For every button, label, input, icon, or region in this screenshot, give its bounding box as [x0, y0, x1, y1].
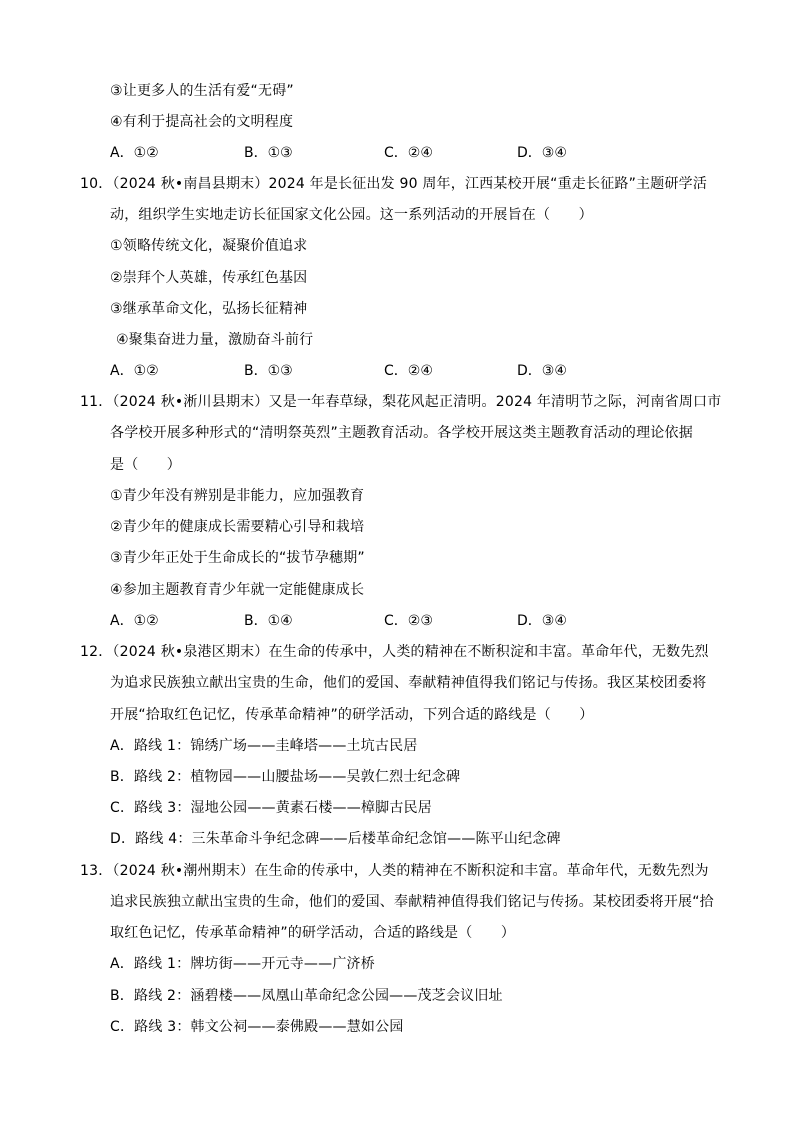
q10-option-d: D．③④: [517, 363, 567, 379]
q11-option-c: C．②③: [384, 613, 433, 629]
q12-stem-line-1: 12．（2024 秋•泉港区期末）在生命的传承中，人类的精神在不断积淀和丰富。革命年代，无数先烈: [80, 644, 709, 660]
q12-stem-line-2: 为追求民族独立献出宝贵的生命，他们的爱国、奉献精神值得我们铭记与传扬。我区某校团委将: [110, 675, 707, 691]
q12-option-d: D．路线 4：三朱革命斗争纪念碑——后楼革命纪念馆——陈平山纪念碑: [110, 831, 561, 847]
q11-stem-line-3: 是（ ）: [110, 457, 181, 473]
q12-option-b: B．路线 2：植物园——山腰盐场——吴敦仁烈士纪念碑: [110, 769, 461, 785]
q11-stem-line-1: 11．（2024 秋•淅川县期末）又是一年春草绿，梨花风起正清明。2024 年清明节之际，河南省周口市: [80, 394, 722, 410]
q12-option-a: A．路线 1：锦绣广场——圭峰塔——土坑古民居: [110, 738, 418, 754]
q10-option-b: B．①③: [244, 363, 293, 379]
q9-option-d: D．③④: [517, 145, 567, 161]
q13-option-c: C．路线 3：韩文公祠——泰佛殿——慧如公园: [110, 1019, 404, 1035]
q11-stem-line-2: 各学校开展多种形式的“清明祭英烈”主题教育活动。各学校开展这类主题教育活动的理论依据: [110, 425, 693, 441]
q13-stem-line-2: 追求民族独立献出宝贵的生命，他们的爱国、奉献精神值得我们铭记与传扬。某校团委将开展“拾: [110, 894, 714, 910]
q11-option-b: B．①④: [244, 613, 293, 629]
q11-choice-1: ①青少年没有辨别是非能力，应加强教育: [110, 488, 365, 504]
q10-option-a: A．①②: [110, 363, 159, 379]
q10-choice-3: ③继承革命文化，弘扬长征精神: [110, 301, 308, 317]
q9-option-c: C．②④: [384, 145, 433, 161]
q11-choice-2: ②青少年的健康成长需要精心引导和栽培: [110, 519, 365, 535]
q12-stem-line-3: 开展“拾取红色记忆，传承革命精神”的研学活动，下列合适的路线是（ ）: [110, 707, 594, 723]
q10-choice-4: ④聚集奋进力量，激励奋斗前行: [116, 332, 314, 348]
q9-choice-4: ④有利于提高社会的文明程度: [110, 114, 294, 130]
q13-option-a: A．路线 1：牌坊街——开元寺——广济桥: [110, 956, 375, 972]
q10-stem-line-1: 10．（2024 秋•南昌县期末）2024 年是长征出发 90 周年，江西某校开展“重走长征路”主题研学活: [80, 176, 708, 192]
q10-choice-1: ①领略传统文化，凝聚价值追求: [110, 238, 308, 254]
q13-stem-line-3: 取红色记忆，传承革命精神”的研学活动，合适的路线是（ ）: [110, 925, 516, 941]
q11-choice-3: ③青少年正处于生命成长的“拔节孕穗期”: [110, 550, 365, 566]
q10-option-c: C．②④: [384, 363, 433, 379]
q9-choice-3: ③让更多人的生活有爱“无碍”: [110, 83, 294, 99]
q10-choice-2: ②崇拜个人英雄，传承红色基因: [110, 270, 308, 286]
q11-choice-4: ④参加主题教育青少年就一定能健康成长: [110, 582, 365, 598]
q10-stem-line-2: 动，组织学生实地走访长征国家文化公园。这一系列活动的开展旨在（ ）: [110, 207, 593, 223]
q13-stem-line-1: 13．（2024 秋•潮州期末）在生命的传承中，人类的精神在不断积淀和丰富。革命年代，无数先烈为: [80, 863, 709, 879]
q13-option-b: B．路线 2：涵碧楼——凤凰山革命纪念公园——茂芝会议旧址: [110, 988, 503, 1004]
q11-option-a: A．①②: [110, 613, 159, 629]
q12-option-c: C．路线 3：湿地公园——黄素石楼——樟脚古民居: [110, 800, 432, 816]
q9-option-a: A．①②: [110, 145, 159, 161]
q11-option-d: D．③④: [517, 613, 567, 629]
q9-option-b: B．①③: [244, 145, 293, 161]
